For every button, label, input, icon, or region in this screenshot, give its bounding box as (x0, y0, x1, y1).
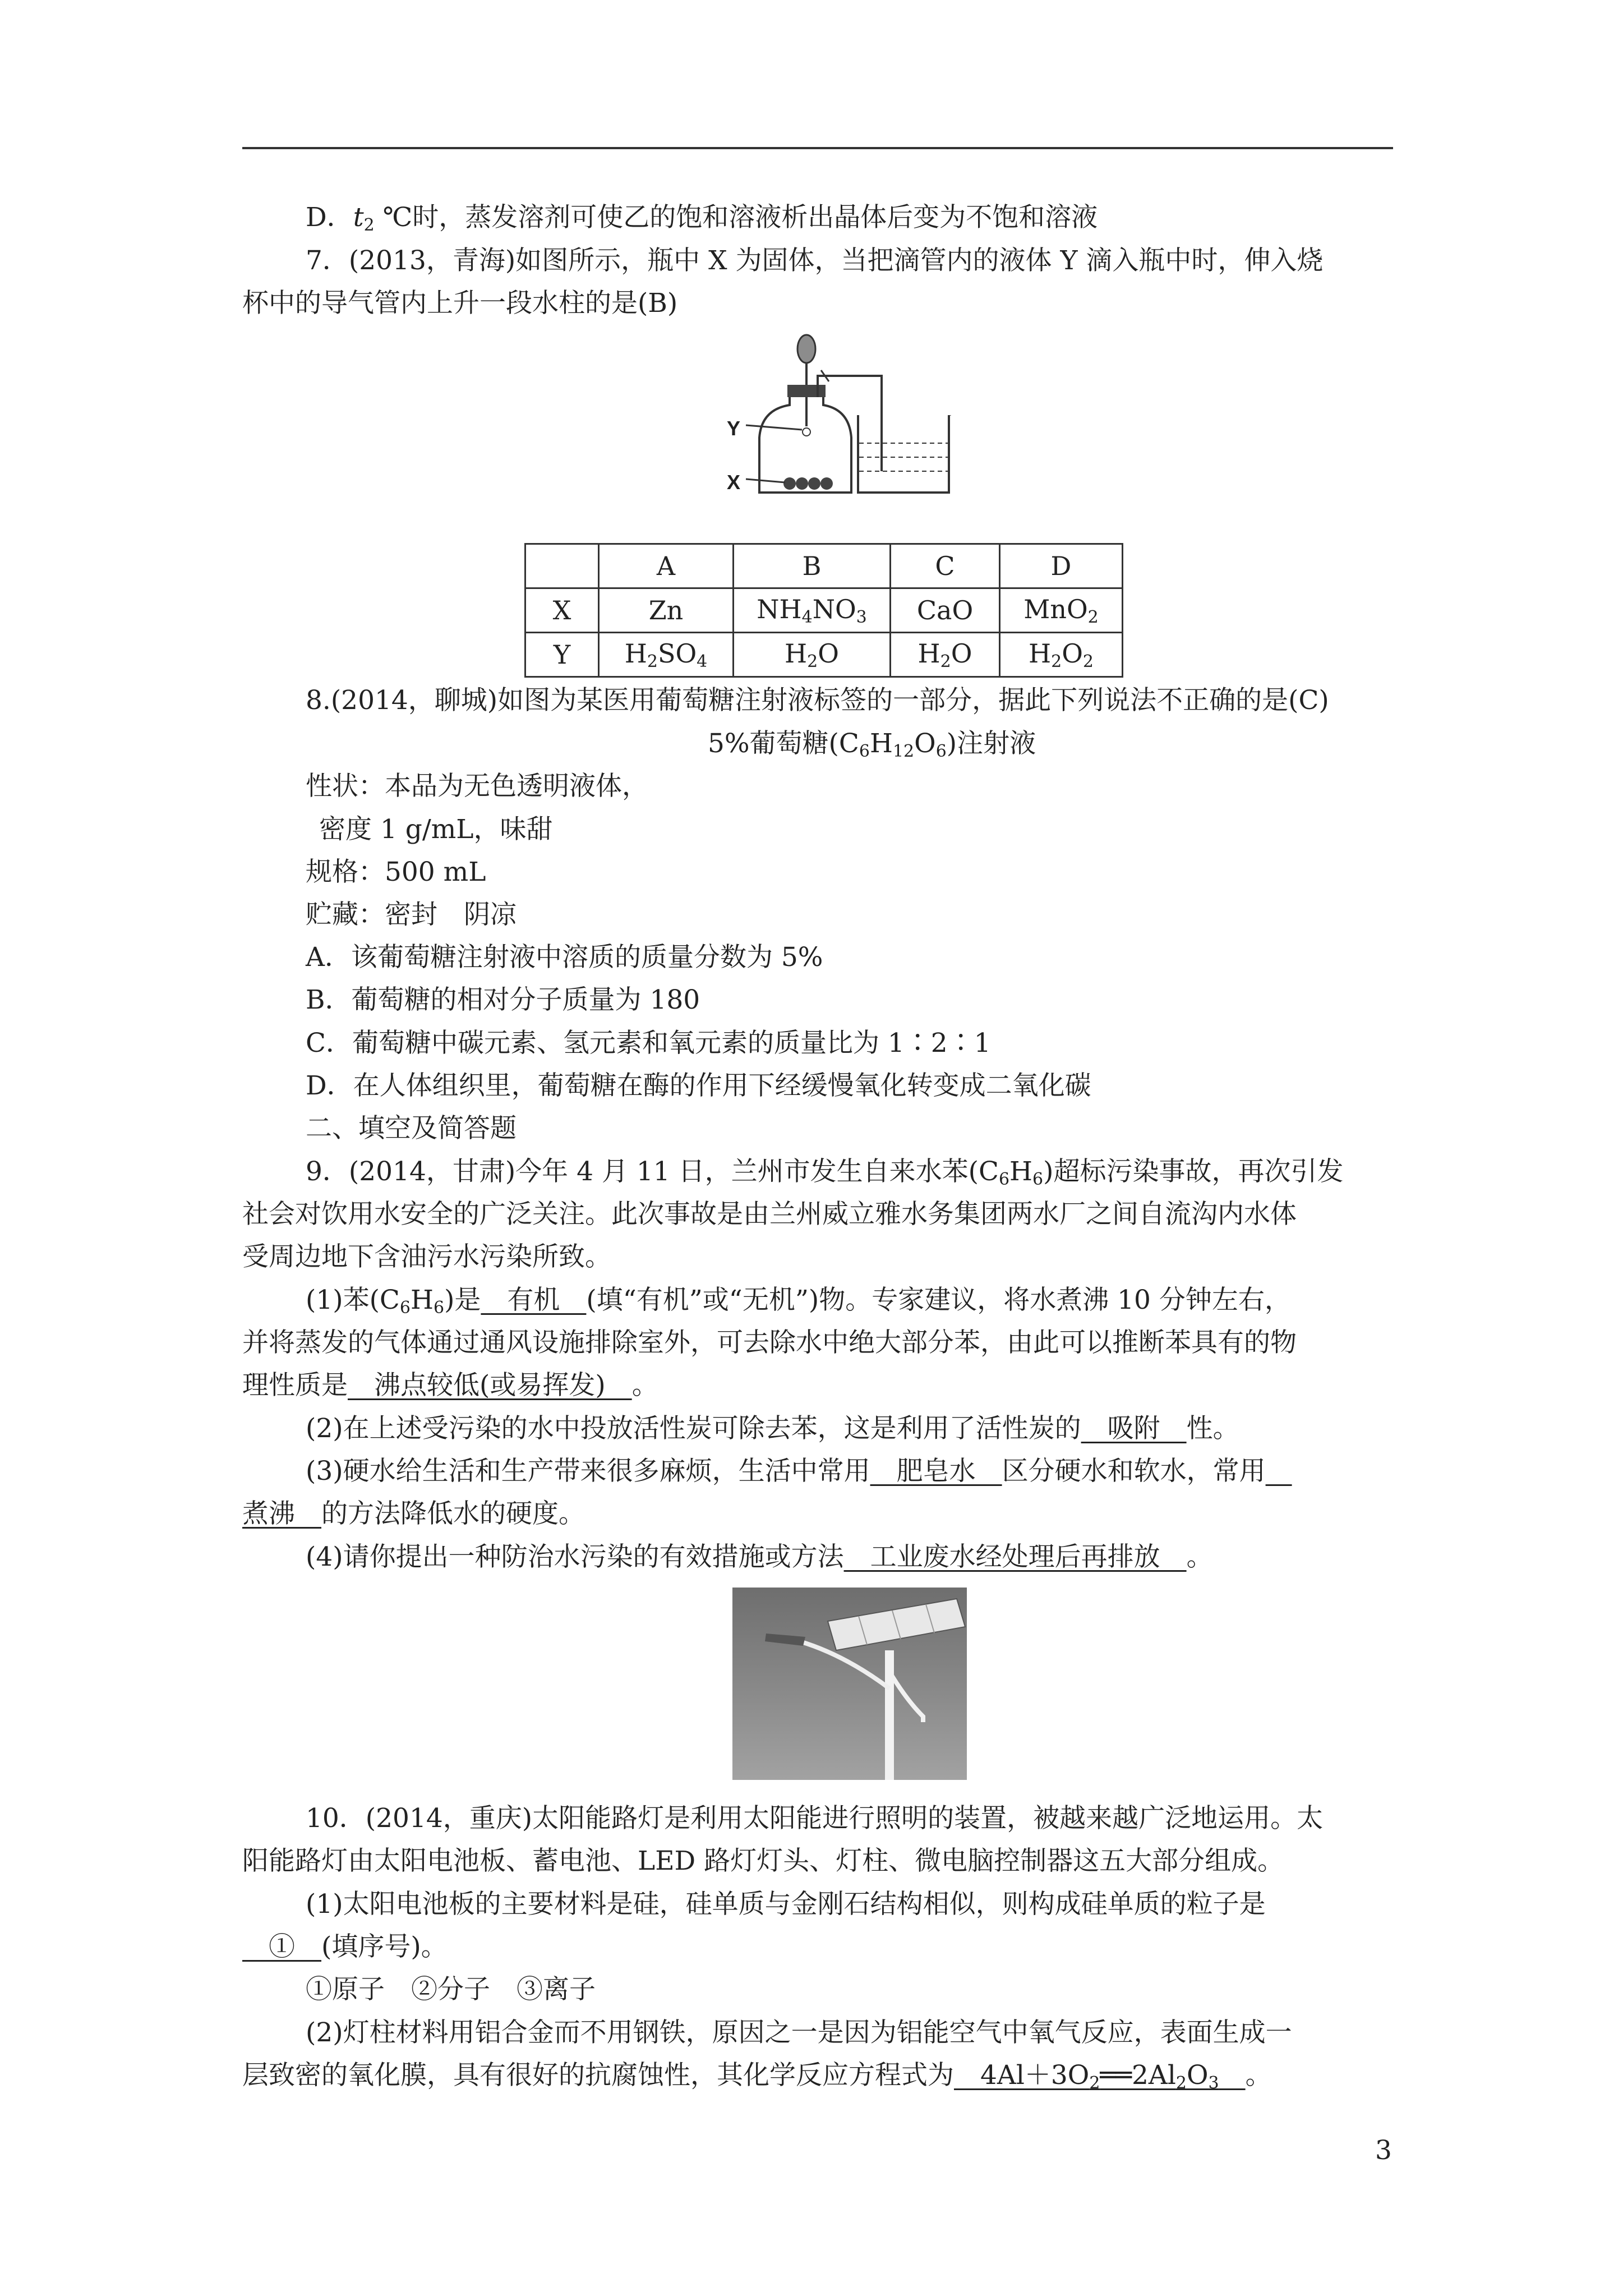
answer-blank: 沸点较低(或易挥发) (348, 1370, 632, 1401)
q8-option-c: C．葡萄糖中碳元素、氢元素和氧元素的质量比为 1∶2∶1 (306, 1028, 991, 1059)
q10-part1-line2: ① (填序号)。 (242, 1931, 448, 1962)
table-cell: $H_2O$ (734, 633, 891, 677)
header-rule (242, 147, 1393, 149)
q9-stem-line3: 受周边地下含油污水污染所致。 (242, 1241, 611, 1272)
figure-label-y: Y (727, 417, 741, 440)
q7-options-table (524, 543, 1123, 678)
table-cell: B (734, 544, 891, 588)
table-cell (525, 544, 599, 588)
q10-part2-line2: 层致密的氧化膜，具有很好的抗腐蚀性，其化学反应方程式为 $4Al+3O_2══2Al_2O_3$ 。 (242, 2060, 1272, 2093)
answer-blank: 工业废水经处理后再排放 (843, 1542, 1187, 1572)
answer-blank: 肥皂水 (870, 1456, 1002, 1487)
q9-part2: (2)在上述受污染的水中投放活性炭可除去苯，这是利用了活性炭的 吸附 性。 (306, 1413, 1239, 1444)
q9-part1-line1: (1)苯$(C_6H_6)$是 有机 (填“有机”或“无机”)物。专家建议，将水煮沸 10 分钟左右， (306, 1285, 1291, 1318)
solar-street-lamp-photo (732, 1588, 967, 1780)
q8-stem: 8.(2014，聊城)如图为某医用葡萄糖注射液标签的一部分，据此下列说法不正确的是(C) (306, 685, 1329, 716)
table-cell: $H_2SO_4$ (599, 633, 734, 677)
q10-stem-line2: 阳能路灯由太阳电池板、蓄电池、LED 路灯灯头、灯柱、微电脑控制器这五大部分组成。 (242, 1846, 1284, 1876)
q10-part1-options: ①原子 ②分子 ③离子 (306, 1974, 596, 2005)
table-cell: A (599, 544, 734, 588)
table-cell: C (891, 544, 1000, 588)
street-lamp-illustration (732, 1588, 967, 1780)
answer-blank (1266, 1456, 1292, 1487)
q8-label-line: 贮藏：密封 阴凉 (306, 899, 517, 930)
q9-part1-line3: 理性质是 沸点较低(或易挥发) 。 (242, 1370, 658, 1401)
answer-blank: 煮沸 (242, 1498, 321, 1529)
table-cell: MnO$_2$ (1000, 588, 1123, 633)
answer-blank: 吸附 (1081, 1413, 1187, 1444)
answer-blank: ① (242, 1931, 321, 1962)
table-cell: $H_2O$ (891, 633, 1000, 677)
q8-option-b: B．葡萄糖的相对分子质量为 180 (306, 984, 700, 1015)
q7-stem-line1: 7．(2013，青海)如图所示，瓶中 X 为固体，当把滴管内的液体 Y 滴入瓶中时，伸入烧 (306, 245, 1324, 276)
figure-label-x: X (727, 471, 741, 494)
answer-equation: $4Al+3O_2══2Al_2O_3$ (954, 2060, 1219, 2093)
table-cell: X (525, 588, 599, 633)
q6-option-d: D．$t_2$ ℃时，蒸发溶剂可使乙的饱和溶液析出晶体后变为不饱和溶液 (306, 202, 1098, 235)
table-row (525, 633, 1123, 677)
table-cell: D (1000, 544, 1123, 588)
q9-part4: (4)请你提出一种防治水污染的有效措施或方法 工业废水经处理后再排放 。 (306, 1542, 1213, 1572)
page-number: 3 (1375, 2135, 1392, 2166)
q8-option-a: A．该葡萄糖注射液中溶质的质量分数为 5% (306, 942, 823, 973)
table-row (525, 588, 1123, 633)
q9-stem-line2: 社会对饮用水安全的广泛关注。此次事故是由兰州威立雅水务集团两水厂之间自流沟内水体 (242, 1199, 1297, 1230)
q10-stem-line1: 10．(2014，重庆)太阳能路灯是利用太阳能进行照明的装置，被越来越广泛地运用。太 (306, 1803, 1324, 1834)
q8-label-line: 密度 1 g/mL，味甜 (319, 814, 553, 845)
section-heading: 二、填空及简答题 (306, 1113, 517, 1144)
q8-label-line: 性状：本品为无色透明液体， (306, 771, 648, 802)
q9-stem-line1: 9．(2014，甘肃)今年 4 月 11 日，兰州市发生自来水苯$(C_6H_6)$超标污染事故，再次引发 (306, 1156, 1344, 1189)
table-cell: CaO (891, 588, 1000, 633)
q7-beaker-right-wall (914, 415, 959, 499)
table-cell: $H_2O_2$ (1000, 633, 1123, 677)
answer-blank: 有机 (481, 1285, 587, 1315)
q7-stem-line2: 杯中的导气管内上升一段水柱的是(B) (242, 288, 678, 319)
q10-part2-line1: (2)灯柱材料用铝合金而不用钢铁，原因之一是因为铝能空气中氧气反应，表面生成一 (306, 2017, 1292, 2048)
q9-part3-line1: (3)硬水给生活和生产带来很多麻烦，生活中常用 肥皂水 区分硬水和软水，常用 (306, 1455, 1292, 1488)
table-cell: Y (525, 633, 599, 677)
table-row (525, 544, 1123, 588)
q8-option-d: D．在人体组织里，葡萄糖在酶的作用下经缓慢氧化转变成二氧化碳 (306, 1070, 1091, 1101)
q10-part1-line1: (1)太阳电池板的主要材料是硅，硅单质与金刚石结构相似，则构成硅单质的粒子是 (306, 1889, 1266, 1920)
table-cell: $NH_4NO_3$ (734, 588, 891, 633)
q9-part3-line2: 煮沸 的方法降低水的硬度。 (242, 1498, 585, 1529)
q8-label-title: 5%葡萄糖$(C_6H_{12}O_6)$注射液 (708, 728, 1036, 761)
q8-label-line: 规格：500 mL (306, 857, 486, 887)
q9-part1-line2: 并将蒸发的气体通过通风设施排除室外，可去除水中绝大部分苯，由此可以推断苯具有的物 (242, 1327, 1297, 1358)
q7-apparatus-figure (723, 331, 914, 499)
table-cell: Zn (599, 588, 734, 633)
